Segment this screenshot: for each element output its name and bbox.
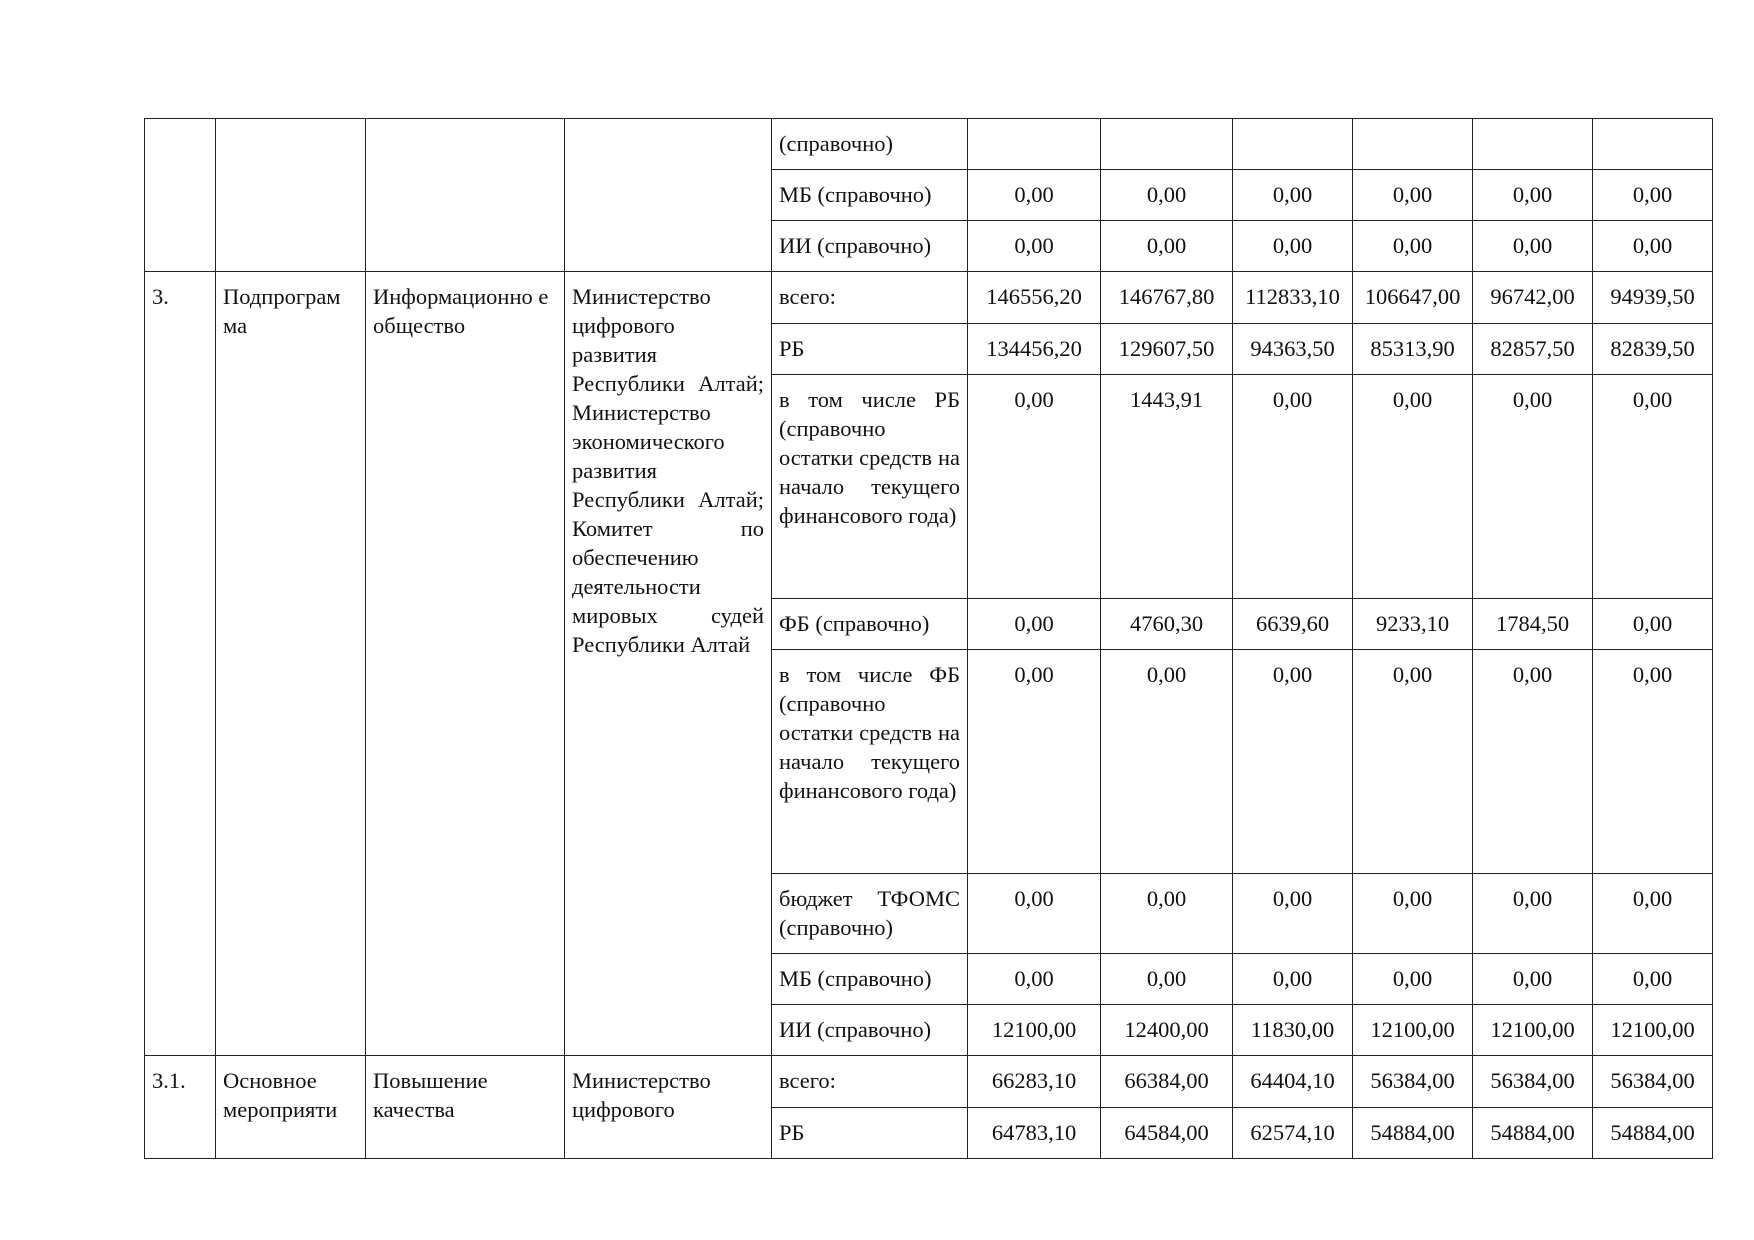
- funding-source-cell: (справочно): [772, 119, 968, 170]
- value-cell: 0,00: [968, 954, 1101, 1005]
- value-cell: 1784,50: [1473, 599, 1593, 650]
- value-cell: 0,00: [1593, 221, 1713, 272]
- funding-source-cell: в том числе РБ (справочно остатки средств на начало текущего финансового года): [772, 375, 968, 599]
- funding-source-cell: всего:: [772, 272, 968, 324]
- value-cell: 146556,20: [968, 272, 1101, 324]
- value-cell: 94363,50: [1233, 324, 1353, 375]
- value-cell: 0,00: [1353, 375, 1473, 599]
- value-cell: 129607,50: [1101, 324, 1233, 375]
- value-cell: 0,00: [1233, 221, 1353, 272]
- section-executor: Министерство цифрового развития Республики Алтай; Министерство экономического развития Республики Алтай; Комитет по обеспечению деятельности мировых судей Республики Алтай: [565, 272, 772, 1056]
- section-type: Подпрограм ма: [216, 272, 366, 1056]
- value-cell: [968, 119, 1101, 170]
- value-cell: 0,00: [1593, 954, 1713, 1005]
- value-cell: 0,00: [1473, 954, 1593, 1005]
- value-cell: 0,00: [1233, 650, 1353, 874]
- value-cell: 0,00: [1353, 650, 1473, 874]
- value-cell: 0,00: [1473, 375, 1593, 599]
- funding-source-cell: ФБ (справочно): [772, 599, 968, 650]
- section-type: Основное мероприяти: [216, 1056, 366, 1159]
- value-cell: 0,00: [1593, 170, 1713, 221]
- value-cell: 0,00: [1233, 375, 1353, 599]
- funding-source-cell: РБ: [772, 1108, 968, 1159]
- funding-source-cell: ИИ (справочно): [772, 221, 968, 272]
- value-cell: 0,00: [1593, 874, 1713, 954]
- value-cell: 85313,90: [1353, 324, 1473, 375]
- value-cell: 62574,10: [1233, 1108, 1353, 1159]
- section-name: Информационно е общество: [366, 272, 565, 1056]
- value-cell: 4760,30: [1101, 599, 1233, 650]
- section-name: Повышение качества: [366, 1056, 565, 1159]
- value-cell: 0,00: [1473, 221, 1593, 272]
- value-cell: 0,00: [1233, 170, 1353, 221]
- value-cell: [1473, 119, 1593, 170]
- value-cell: 0,00: [1593, 599, 1713, 650]
- value-cell: 0,00: [1473, 650, 1593, 874]
- value-cell: 12100,00: [1473, 1005, 1593, 1056]
- section-executor: Министерство цифрового: [565, 1056, 772, 1159]
- financing-table: [144, 118, 1713, 1159]
- value-cell: 0,00: [1353, 170, 1473, 221]
- value-cell: 0,00: [968, 874, 1101, 954]
- value-cell: [1101, 119, 1233, 170]
- value-cell: 1443,91: [1101, 375, 1233, 599]
- value-cell: 0,00: [1473, 874, 1593, 954]
- value-cell: 0,00: [968, 599, 1101, 650]
- number-cell: [145, 119, 216, 272]
- value-cell: 0,00: [1101, 170, 1233, 221]
- funding-source-cell: всего:: [772, 1056, 968, 1108]
- section-number: 3.: [145, 272, 216, 1056]
- value-cell: 66283,10: [968, 1056, 1101, 1108]
- table-row: [145, 272, 1713, 324]
- value-cell: 0,00: [1101, 954, 1233, 1005]
- funding-source-cell: РБ: [772, 324, 968, 375]
- value-cell: 0,00: [1593, 375, 1713, 599]
- value-cell: 0,00: [1473, 170, 1593, 221]
- value-cell: 0,00: [1233, 954, 1353, 1005]
- funding-source-cell: бюджет ТФОМС (справочно): [772, 874, 968, 954]
- value-cell: 11830,00: [1233, 1005, 1353, 1056]
- value-cell: 12100,00: [1593, 1005, 1713, 1056]
- value-cell: 134456,20: [968, 324, 1101, 375]
- value-cell: 0,00: [1233, 874, 1353, 954]
- funding-source-cell: ИИ (справочно): [772, 1005, 968, 1056]
- value-cell: 64783,10: [968, 1108, 1101, 1159]
- value-cell: 54884,00: [1593, 1108, 1713, 1159]
- table-row: [145, 1056, 1713, 1108]
- value-cell: [1353, 119, 1473, 170]
- value-cell: 56384,00: [1593, 1056, 1713, 1108]
- value-cell: 94939,50: [1593, 272, 1713, 324]
- name-cell: [366, 119, 565, 272]
- value-cell: 9233,10: [1353, 599, 1473, 650]
- executor-cell: [565, 119, 772, 272]
- value-cell: 12100,00: [968, 1005, 1101, 1056]
- value-cell: 66384,00: [1101, 1056, 1233, 1108]
- funding-source-cell: в том числе ФБ (справочно остатки средств на начало текущего финансового года): [772, 650, 968, 874]
- section-number: 3.1.: [145, 1056, 216, 1159]
- value-cell: 64404,10: [1233, 1056, 1353, 1108]
- value-cell: 0,00: [968, 170, 1101, 221]
- value-cell: 0,00: [1593, 650, 1713, 874]
- value-cell: 54884,00: [1353, 1108, 1473, 1159]
- value-cell: 0,00: [1101, 874, 1233, 954]
- funding-source-cell: МБ (справочно): [772, 954, 968, 1005]
- value-cell: 6639,60: [1233, 599, 1353, 650]
- value-cell: 0,00: [968, 650, 1101, 874]
- value-cell: 82839,50: [1593, 324, 1713, 375]
- funding-source-cell: МБ (справочно): [772, 170, 968, 221]
- value-cell: 56384,00: [1353, 1056, 1473, 1108]
- value-cell: 12100,00: [1353, 1005, 1473, 1056]
- value-cell: 82857,50: [1473, 324, 1593, 375]
- value-cell: 146767,80: [1101, 272, 1233, 324]
- value-cell: 0,00: [1353, 221, 1473, 272]
- value-cell: 0,00: [1353, 874, 1473, 954]
- value-cell: 0,00: [1353, 954, 1473, 1005]
- value-cell: 106647,00: [1353, 272, 1473, 324]
- value-cell: 0,00: [1101, 650, 1233, 874]
- value-cell: 64584,00: [1101, 1108, 1233, 1159]
- value-cell: 0,00: [968, 221, 1101, 272]
- value-cell: 56384,00: [1473, 1056, 1593, 1108]
- type-cell: [216, 119, 366, 272]
- value-cell: [1593, 119, 1713, 170]
- value-cell: 96742,00: [1473, 272, 1593, 324]
- value-cell: 112833,10: [1233, 272, 1353, 324]
- value-cell: 0,00: [968, 375, 1101, 599]
- value-cell: 54884,00: [1473, 1108, 1593, 1159]
- value-cell: 0,00: [1101, 221, 1233, 272]
- value-cell: [1233, 119, 1353, 170]
- value-cell: 12400,00: [1101, 1005, 1233, 1056]
- table-row: [145, 119, 1713, 170]
